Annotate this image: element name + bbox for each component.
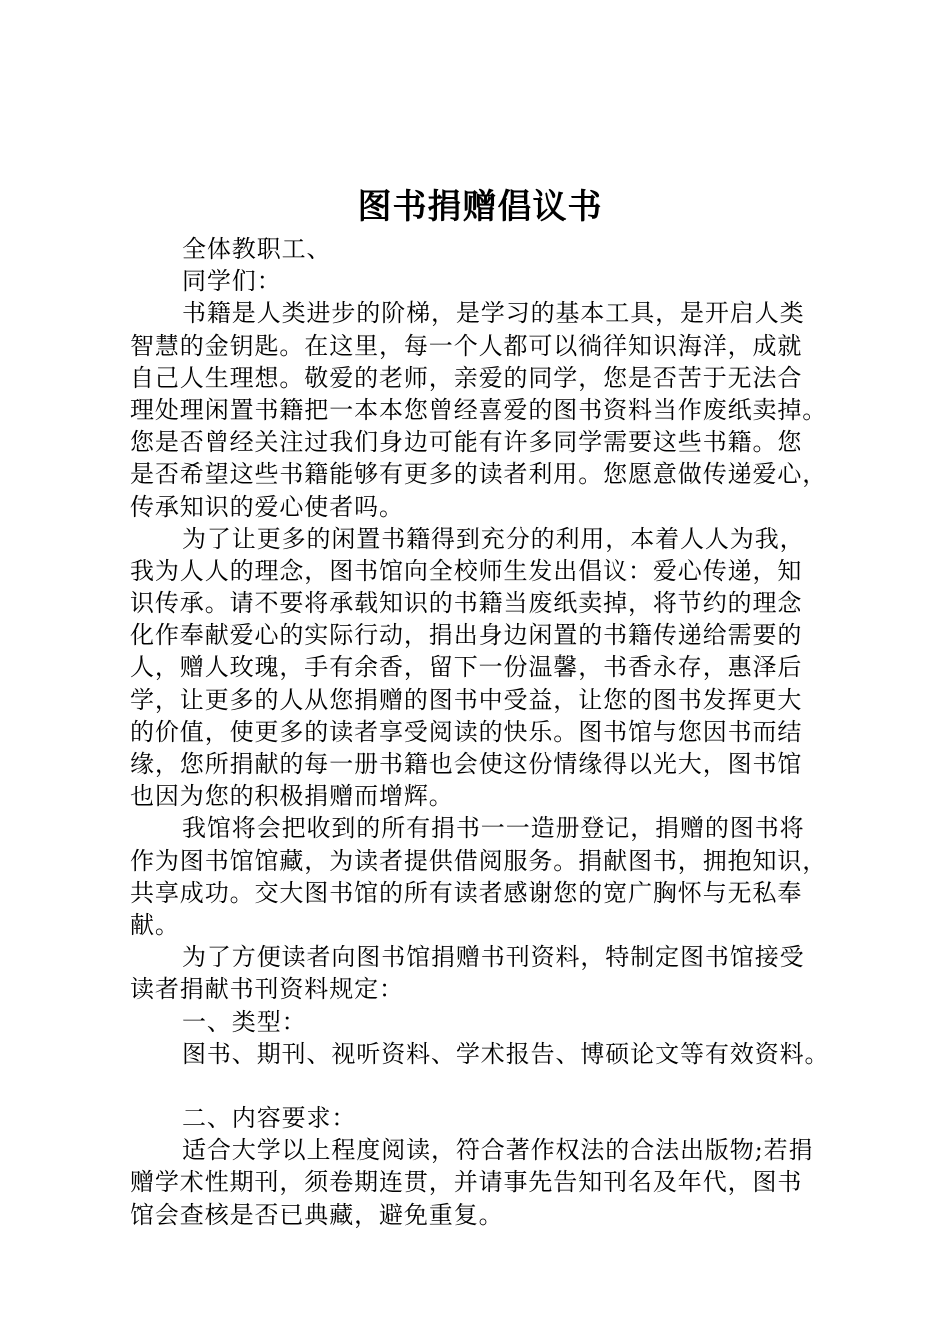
text-line: 我馆将会把收到的所有捐书一一造册登记，捐赠的图书将: [182, 814, 805, 843]
text-line: 化作奉献爱心的实际行动，捐出身边闲置的书籍传递给需要的: [130, 621, 803, 650]
text-line: 自己人生理想。敬爱的老师，亲爱的同学，您是否苦于无法合: [130, 363, 803, 392]
text-line: 书籍是人类进步的阶梯，是学习的基本工具，是开启人类: [182, 299, 805, 328]
text-line: 图书、期刊、视听资料、学术报告、博硕论文等有效资料。: [182, 1039, 830, 1068]
text-line: 也因为您的积极捐赠而增辉。: [130, 782, 454, 811]
text-line: 适合大学以上程度阅读，符合著作权法的合法出版物;若捐: [182, 1136, 814, 1165]
text-line: 您是否曾经关注过我们身边可能有许多同学需要这些书籍。您: [130, 428, 803, 457]
text-line: 人，赠人玫瑰，手有余香，留下一份温馨，书香永存，惠泽后: [130, 653, 803, 682]
text-line: 作为图书馆馆藏，为读者提供借阅服务。捐献图书，拥抱知识，: [130, 846, 828, 875]
text-line: 献。: [130, 910, 180, 939]
text-line: 共享成功。交大图书馆的所有读者感谢您的宽广胸怀与无私奉: [130, 878, 803, 907]
text-line: 同学们：: [182, 267, 282, 296]
text-line: 我为人人的理念，图书馆向全校师生发出倡议：爱心传递，知: [130, 556, 803, 585]
text-line: 理处理闲置书籍把一本本您曾经喜爱的图书资料当作废纸卖掉。: [130, 395, 828, 424]
text-line: 智慧的金钥匙。在这里，每一个人都可以徜徉知识海洋，成就: [130, 331, 803, 360]
text-line: 一、类型：: [182, 1007, 307, 1036]
text-line: 赠学术性期刊，须卷期连贯，并请事先告知刊名及年代，图书: [130, 1168, 803, 1197]
text-line: 为了方便读者向图书馆捐赠书刊资料，特制定图书馆接受: [182, 943, 805, 972]
text-line: 识传承。请不要将承载知识的书籍当废纸卖掉，将节约的理念: [130, 589, 803, 618]
text-line: 的价值，使更多的读者享受阅读的快乐。图书馆与您因书而结: [130, 717, 803, 746]
document-body: [130, 233, 855, 1231]
text-line: 读者捐献书刊资料规定：: [130, 975, 404, 1004]
text-line: 为了让更多的闲置书籍得到充分的利用，本着人人为我，: [182, 524, 805, 553]
text-line: 二、内容要求：: [182, 1104, 357, 1133]
text-line: 是否希望这些书籍能够有更多的读者利用。您愿意做传递爱心，: [130, 460, 828, 489]
text-line: 馆会查核是否已典藏，避免重复。: [130, 1200, 504, 1229]
text-line: 缘，您所捐献的每一册书籍也会使这份情缘得以光大，图书馆: [130, 750, 803, 778]
text-line: 传承知识的爱心使者吗。: [130, 492, 404, 521]
document-title: 图书捐赠倡议书: [357, 187, 603, 227]
text-line: 学，让更多的人从您捐赠的图书中受益，让您的图书发挥更大: [130, 685, 803, 714]
blank-line: [130, 1070, 855, 1102]
text-line: 全体教职工、: [182, 235, 332, 263]
